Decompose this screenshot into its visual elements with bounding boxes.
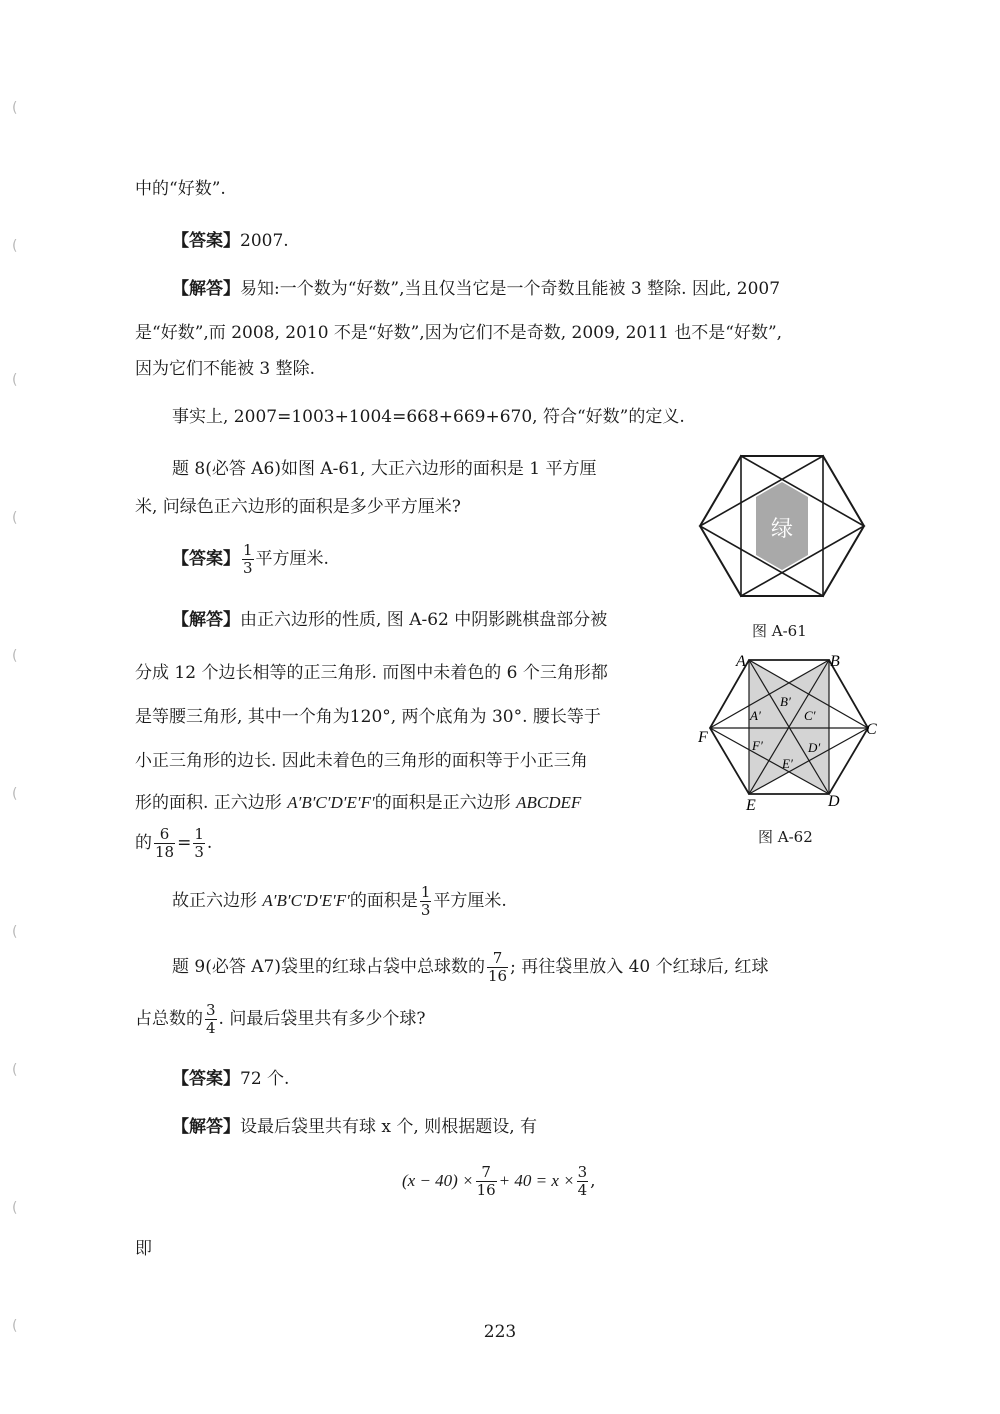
fraction-numerator: 3 [577, 1163, 588, 1181]
conclusion-text: 平方厘米. [433, 891, 507, 911]
q8-solution-line: 分成 12 个边长相等的正三角形. 而图中未着色的 6 个三角形都 [135, 663, 608, 683]
q8-solution-ratio [135, 826, 212, 861]
solution-text: 易知:一个数为“好数”,当且仅当它是一个奇数且能被 3 整除. 因此, 2007 [240, 279, 781, 299]
binder-mark: ( [12, 648, 18, 664]
fraction-denominator: 16 [487, 967, 508, 985]
binder-mark: ( [12, 372, 18, 388]
conclusion-text: 故正六边形 [172, 891, 263, 911]
q7-fact-line: 事实上, 2007=1003+1004=668+669+670, 符合“好数”的定义. [172, 407, 685, 427]
question-fraction [487, 950, 508, 985]
answer-value: 2007. [240, 231, 289, 251]
equals-sign: = [177, 833, 192, 853]
binder-mark: ( [12, 100, 18, 116]
q7-solution-line: 是“好数”,而 2008, 2010 不是“好数”,因为它们不是奇数, 2009, 2011 也不是“好数”, [135, 323, 783, 343]
solution-text: 的 [135, 833, 152, 853]
fraction-denominator: 3 [420, 901, 431, 919]
binder-mark: ( [12, 1200, 18, 1216]
figure-a61-caption: 图 A-61 [752, 622, 807, 640]
conclusion-fraction [420, 884, 432, 919]
question-text: 题 9(必答 A7)袋里的红球占袋中总球数的 [172, 957, 485, 977]
fraction-numerator: 7 [487, 950, 508, 968]
equation-part: + 40 = x × [498, 1171, 575, 1190]
vertex-label-c: C [866, 721, 877, 738]
solution-text: 设最后袋里共有球 x 个, 则根据题设, 有 [240, 1117, 538, 1137]
vertex-label-d: D [828, 793, 840, 810]
q7-solution-line [172, 272, 780, 306]
fraction-numerator: 7 [476, 1164, 497, 1182]
solution-label: 【解答】 [172, 610, 240, 630]
vertex-label-b: B [830, 653, 840, 670]
q8-conclusion [172, 884, 507, 919]
q8-solution-line [172, 603, 607, 637]
solution-label: 【解答】 [172, 279, 240, 299]
question-fraction [205, 1002, 217, 1037]
question-text: . 问最后袋里共有多少个球? [218, 1009, 426, 1029]
large-hexagon-name: ABCDEF [516, 793, 582, 812]
vertex-label-f-prime: F′ [752, 738, 763, 753]
vertex-label-f: F [698, 729, 708, 746]
answer-label: 【答案】 [172, 231, 240, 251]
vertex-label-d-prime: D′ [808, 740, 821, 755]
answer-fraction [242, 542, 254, 577]
answer-label: 【答案】 [172, 1069, 240, 1089]
equation-part: (x − 40) × [402, 1171, 474, 1190]
q9-equation [402, 1164, 596, 1199]
q8-answer [172, 542, 329, 577]
q8-solution-line [135, 786, 581, 820]
solution-text: 的面积是正六边形 [374, 793, 517, 813]
vertex-label-e-prime: E′ [782, 756, 793, 771]
vertex-label-a: A [736, 653, 746, 670]
vertex-label-e: E [746, 797, 756, 814]
q7-solution-line: 因为它们不能被 3 整除. [135, 359, 316, 379]
equation-part: , [590, 1171, 596, 1191]
solution-text: 由正六边形的性质, 图 A-62 中阴影跳棋盘部分被 [240, 610, 608, 630]
fraction-numerator: 1 [243, 541, 253, 559]
q9-solution-line [172, 1110, 537, 1144]
figure-a62-caption: 图 A-62 [758, 828, 813, 846]
binder-mark: ( [12, 1318, 18, 1334]
binder-mark: ( [12, 510, 18, 526]
answer-value: 72 个. [240, 1069, 290, 1089]
fraction-denominator: 3 [243, 559, 253, 577]
equation-fraction [476, 1164, 497, 1199]
small-hexagon-name: A′B′C′D′E′F′ [287, 793, 375, 812]
fraction-numerator: 1 [194, 825, 204, 843]
period: . [206, 833, 213, 853]
q8-question-line: 题 8(必答 A6)如图 A-61, 大正六边形的面积是 1 平方厘 [172, 459, 597, 479]
binder-mark: ( [12, 924, 18, 940]
figure-a61 [698, 452, 866, 600]
fraction-numerator: 1 [420, 883, 431, 901]
figure-a62 [690, 648, 890, 816]
fraction-denominator: 3 [194, 843, 204, 861]
question-text: ; 再往袋里放入 40 个红球后, 红球 [510, 957, 769, 977]
solution-label: 【解答】 [172, 1117, 240, 1137]
figure-label-green: 绿 [770, 517, 794, 542]
small-hexagon-name: A′B′C′D′E′F′ [262, 891, 350, 910]
fraction-denominator: 18 [155, 843, 175, 861]
q7-answer [172, 224, 289, 258]
answer-label: 【答案】 [172, 549, 240, 569]
q8-question-line: 米, 问绿色正六边形的面积是多少平方厘米? [135, 497, 461, 517]
binder-mark: ( [12, 1062, 18, 1078]
q9-question-line [135, 1002, 425, 1037]
fraction-numerator: 6 [154, 826, 175, 844]
binder-mark: ( [12, 786, 18, 802]
question-text: 占总数的 [135, 1009, 203, 1029]
vertex-label-a-prime: A′ [750, 708, 761, 723]
fraction-denominator: 16 [476, 1181, 496, 1199]
page-number: 223 [483, 1322, 517, 1342]
q8-solution-line: 小正三角形的边长. 因此未着色的三角形的面积等于小正三角 [135, 751, 588, 771]
answer-unit: 平方厘米. [255, 549, 329, 569]
vertex-label-b-prime: B′ [780, 694, 791, 709]
ratio-fraction [154, 826, 175, 861]
result-fraction [193, 826, 205, 861]
binder-mark: ( [12, 238, 18, 254]
fraction-denominator: 4 [577, 1181, 588, 1199]
paragraph-top: 中的“好数”. [135, 179, 226, 199]
q8-solution-line: 是等腰三角形, 其中一个角为120°, 两个底角为 30°. 腰长等于 [135, 707, 601, 727]
fraction-denominator: 4 [206, 1019, 216, 1037]
solution-text: 形的面积. 正六边形 [135, 793, 288, 813]
conclusion-text: 的面积是 [349, 891, 418, 911]
vertex-label-c-prime: C′ [804, 708, 816, 723]
q9-question-line [172, 950, 768, 985]
equation-fraction [577, 1164, 589, 1199]
fraction-numerator: 3 [206, 1001, 216, 1019]
q9-answer [172, 1062, 289, 1096]
q9-next-line: 即 [135, 1239, 152, 1259]
